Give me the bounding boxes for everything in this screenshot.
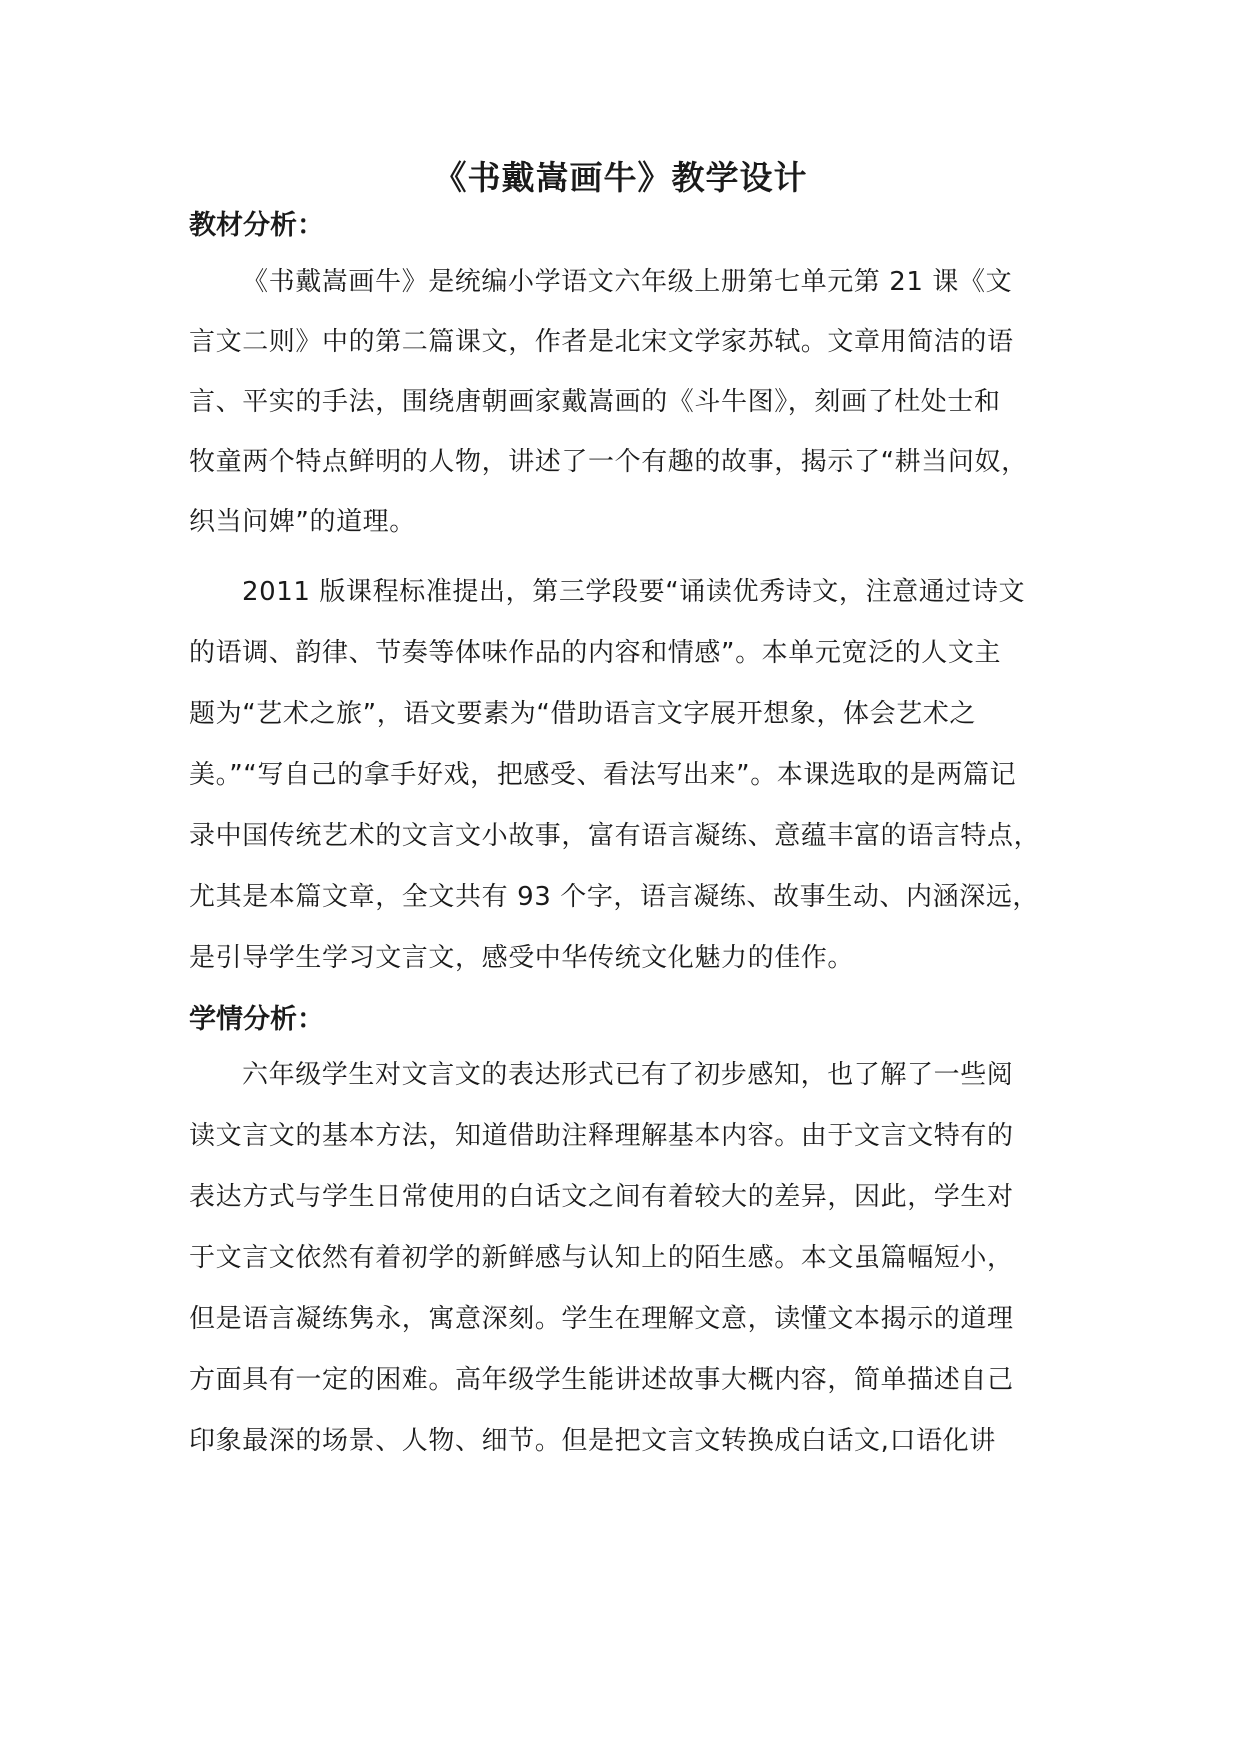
paragraph-line: 题为“艺术之旅”，语文要素为“借助语言文字展开想象，体会艺术之: [189, 699, 977, 729]
paragraph-line: 的语调、韵律、节奏等体味作品的内容和情感”。本单元宽泛的人文主: [189, 638, 1002, 668]
paragraph-line: 言、平实的手法，围绕唐朝画家戴嵩画的《斗牛图》，刻画了杜处士和: [189, 387, 1001, 417]
paragraph-line: 2011 版课程标准提出，第三学段要“诵读优秀诗文，注意通过诗文: [242, 577, 1026, 607]
paragraph-line: 尤其是本篇文章，全文共有 93 个字，语言凝练、故事生动、内涵深远，: [189, 882, 1040, 912]
paragraph-line: 《书戴嵩画牛》是统编小学语文六年级上册第七单元第 21 课《文: [242, 267, 1013, 297]
paragraph-line: 六年级学生对文言文的表达形式已有了初步感知，也了解了一些阅: [242, 1060, 1014, 1090]
paragraph-line: 织当问婢”的道理。: [189, 507, 416, 537]
paragraph-line: 方面具有一定的困难。高年级学生能讲述故事大概内容，简单描述自己: [189, 1365, 1014, 1395]
page-title: 《书戴嵩画牛》教学设计: [433, 158, 808, 197]
paragraph-line: 印象最深的场景、人物、细节。但是把文言文转换成白话文,口语化讲: [189, 1426, 996, 1456]
paragraph-line: 表达方式与学生日常使用的白话文之间有着较大的差异，因此，学生对: [189, 1182, 1014, 1212]
paragraph-line: 于文言文依然有着初学的新鲜感与认知上的陌生感。本文虽篇幅短小，: [189, 1243, 1014, 1273]
paragraph-line: 美。”“写自己的拿手好戏，把感受、看法写出来”。本课选取的是两篇记: [189, 760, 1017, 790]
section-heading-learner-analysis: 学情分析：: [189, 1004, 324, 1035]
paragraph-line: 录中国传统艺术的文言文小故事，富有语言凝练、意蕴丰富的语言特点，: [189, 821, 1041, 851]
paragraph-line: 但是语言凝练隽永，寓意深刻。学生在理解文意，读懂文本揭示的道理: [189, 1304, 1014, 1334]
paragraph-line: 读文言文的基本方法，知道借助注释理解基本内容。由于文言文特有的: [189, 1121, 1014, 1151]
paragraph-line: 言文二则》中的第二篇课文，作者是北宋文学家苏轼。文章用简洁的语: [189, 327, 1014, 357]
paragraph-line: 牧童两个特点鲜明的人物，讲述了一个有趣的故事，揭示了“耕当问奴，: [189, 447, 1028, 477]
paragraph-line: 是引导学生学习文言文，感受中华传统文化魅力的佳作。: [189, 943, 855, 973]
section-heading-textbook-analysis: 教材分析：: [189, 210, 324, 241]
